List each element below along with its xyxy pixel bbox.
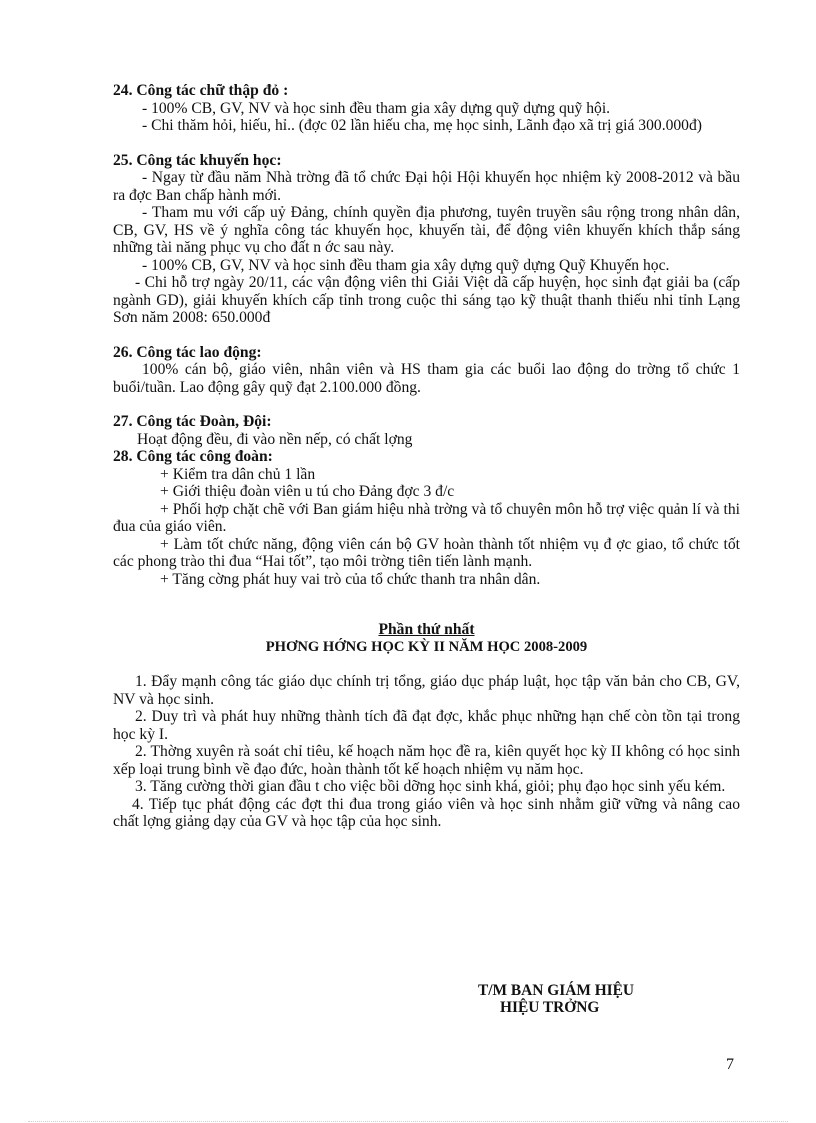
section-27 xyxy=(113,413,740,448)
part-subtitle: PHƠNG HỚNG HỌC KỲ II NĂM HỌC 2008-2009 xyxy=(265,638,588,655)
section-26 xyxy=(113,344,740,397)
section-28 xyxy=(113,448,740,588)
section-28-line-4: + Làm tốt chức năng, động viên cán bộ GV hoàn thành tốt nhiệm vụ đ ợc giao, tổ chức tốt các phong trào thi đua “Hai tốt”, tạo môi trờng tiên tiến lành mạnh. xyxy=(113,535,740,570)
section-28-line-2: + Giới thiệu đoàn viên u tú cho Đảng đợc 3 đ/c xyxy=(160,483,455,500)
section-27-line-1: Hoạt động đều, đi vào nền nếp, có chất lợng xyxy=(137,430,413,448)
section-28-line-3: + Phối hợp chặt chẽ với Ban giám hiệu nhà trờng và tổ chuyên môn hỗ trợ việc quản lí và thi đua của giáo viên. xyxy=(113,500,740,535)
part-title: Phần thứ nhất xyxy=(378,621,475,638)
section-25-line-2: - Tham mu với cấp uỷ Đảng, chính quyền địa phương, tuyên truyền sâu rộng trong nhân dân, CB, GV, HS về ý nghĩa công tác khuyến học, khuyến tài, để động viên khuyến khích thắp sáng những tài năng phục vụ cho đất n ớc sau này. xyxy=(113,204,740,256)
direction-item-3: 2. Thờng xuyên rà soát chỉ tiêu, kế hoạch năm học đề ra, kiên quyết học kỳ II không có học sinh xếp loại trung bình về đạo đức, hoàn thành tốt kế hoạch nhiệm vụ năm học. xyxy=(113,743,740,778)
direction-item-2: 2. Duy trì và phát huy những thành tích đã đạt đợc, khắc phục những hạn chế còn tồn tại trong học kỳ I. xyxy=(113,708,740,743)
signature-line-2: HIỆU TRỞNG xyxy=(500,999,600,1016)
section-28-line-1: + Kiểm tra dân chủ 1 lần xyxy=(160,465,316,483)
section-24 xyxy=(113,82,740,135)
section-25-line-3: - 100% CB, GV, NV và học sinh đều tham gia xây dựng quỹ dựng Quỹ Khuyến học. xyxy=(142,256,670,274)
document-body xyxy=(113,82,740,831)
page-number: 7 xyxy=(726,1056,734,1073)
section-26-heading: 26. Công tác lao động: xyxy=(113,343,262,361)
direction-item-1: 1. Đẩy mạnh công tác giáo dục chính trị tổng, giáo dục pháp luật, học tập văn bản cho CB, GV, NV và học sinh. xyxy=(113,673,740,708)
section-24-line-1: - 100% CB, GV, NV và học sinh đều tham gia xây dựng quỹ dựng quỹ hội. xyxy=(142,99,611,117)
section-24-line-2: - Chi thăm hỏi, hiếu, hỉ.. (đợc 02 lần hiếu cha, mẹ học sinh, Lãnh đạo xã trị giá 300.000đ) xyxy=(142,117,702,134)
section-25-line-4: - Chi hỗ trợ ngày 20/11, các vận động viên thi Giải Việt dã cấp huyện, học sinh đạt giải ba (cấp ngành GD), giải khuyến khích cấp tỉnh trong cuộc thi sáng tạo kỹ thuật thanh thiếu nhi tỉnh Lạng Sơn năm 2008: 650.000đ xyxy=(113,274,740,326)
direction-item-4: 3. Tăng cường thời gian đầu t cho việc bồi dỡng học sinh khá, giỏi; phụ đạo học sinh yếu kém. xyxy=(135,778,726,795)
section-27-heading: 27. Công tác Đoàn, Đội: xyxy=(113,413,272,430)
section-28-heading: 28. Công tác công đoàn: xyxy=(113,448,273,465)
direction-item-5: 4. Tiếp tục phát động các đợt thi đua trong giáo viên và học sinh nhằm giữ vững và nâng cao chất lợng giảng dạy của GV và học tập của học sinh. xyxy=(113,795,740,830)
section-28-line-5: + Tăng cờng phát huy vai trò của tổ chức thanh tra nhân dân. xyxy=(160,570,541,588)
direction-list xyxy=(113,673,740,831)
section-24-heading: 24. Công tác chữ thập đỏ : xyxy=(113,82,289,99)
section-25-heading: 25. Công tác khuyến học: xyxy=(113,151,282,169)
signature-line-1: T/M BAN GIÁM HIỆU xyxy=(478,982,635,999)
section-25-line-1: - Ngay từ đầu năm Nhà trờng đã tổ chức Đại hội Hội khuyến học nhiệm kỳ 2008-2012 và bầu ra đợc Ban chấp hành mới. xyxy=(113,169,740,204)
signature-block xyxy=(478,982,658,1016)
section-26-line-1: 100% cán bộ, giáo viên, nhân viên và HS tham gia các buổi lao động do trờng tổ chức 1 buổi/tuần. Lao động gây quỹ đạt 2.100.000 đồng. xyxy=(113,361,740,396)
footer-divider xyxy=(28,1121,788,1122)
section-25 xyxy=(113,152,740,327)
